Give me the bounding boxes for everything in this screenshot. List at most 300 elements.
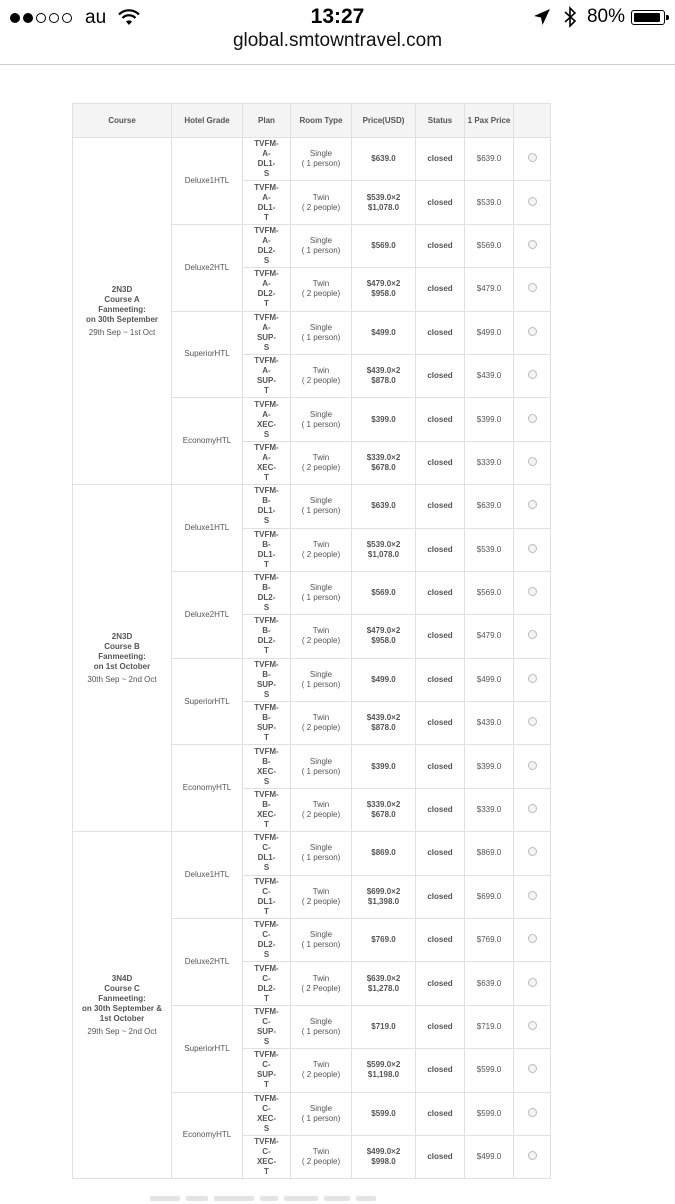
price-line: $339.0×2 [366,800,401,810]
price-cell [352,268,416,311]
course-title-line: on 1st October [93,661,151,671]
course-dates: 29th Sep ~ 2nd Oct [87,1026,157,1036]
plan-code-segment: S [263,776,270,786]
table-header-row [73,104,551,138]
pax-price-cell: $499.0 [465,658,514,701]
price-cell [352,1135,416,1178]
plan-code-segment: A- [262,235,271,245]
course-cell [73,832,172,1179]
price-line: $569.0 [371,240,396,250]
plan-radio-button[interactable] [528,804,537,813]
price-cell [352,1092,416,1135]
price-line: $479.0×2 [366,279,401,289]
plan-code-segment: T [264,906,269,916]
plan-radio-button[interactable] [528,1151,537,1160]
pax-price-cell: $439.0 [465,354,514,397]
pax-price-cell: $599.0 [465,1092,514,1135]
plan-radio-button[interactable] [528,283,537,292]
room-type-cell [291,788,352,831]
plan-cell [243,138,291,181]
plan-code-segment: C- [262,1017,271,1026]
price-line: $499.0×2 [366,1147,401,1157]
plan-code-segment: S [263,950,270,960]
plan-code-segment: TVFM- [254,1007,279,1016]
price-cell [352,1049,416,1092]
select-cell [514,441,551,484]
plan-code-segment: DL2- [257,245,276,255]
room-type-cell [291,1135,352,1178]
plan-code-segment: DL2- [257,593,276,603]
room-occupancy: ( 2 people) [301,636,341,646]
course-title-line: Fanmeeting: [98,993,146,1003]
plan-code-segment: T [264,212,269,222]
price-cell [352,528,416,571]
plan-radio-button[interactable] [528,500,537,509]
room-type: Single [309,583,333,593]
plan-radio-button[interactable] [528,370,537,379]
plan-code-segment: XEC- [256,810,277,820]
plan-code-segment: TVFM- [254,269,279,279]
room-type-cell [291,485,352,528]
plan-code-segment: C- [262,1147,271,1157]
price-line: $678.0 [371,810,396,820]
room-type-cell [291,702,352,745]
room-occupancy: ( 1 person) [301,766,341,776]
room-occupancy: ( 2 people) [301,810,341,820]
plan-code-segment: T [264,993,269,1003]
address-bar-divider [0,64,675,65]
plan-cell [243,1092,291,1135]
hotel-grade-cell: Deluxe1HTL [172,138,243,225]
header-plan: Plan [243,104,291,138]
price-line: $539.0×2 [366,539,401,549]
battery-nub [666,15,669,20]
select-cell [514,571,551,614]
plan-code-segment: S [263,1123,270,1133]
price-cell [352,441,416,484]
plan-cell [243,224,291,267]
price-line: $1,398.0 [367,896,400,906]
room-occupancy: ( 2 people) [301,896,341,906]
plan-code-segment: C- [262,930,271,940]
course-title-line: Fanmeeting: [98,304,146,314]
header-price: Price(USD) [352,104,416,138]
hotel-grade-cell: EconomyHTL [172,398,243,485]
select-cell [514,485,551,528]
price-line: $439.0×2 [366,366,401,376]
room-type: Single [309,930,333,940]
plan-code-segment: DL1- [257,896,276,906]
plan-code-segment: A- [262,322,271,332]
plan-code-segment: S [263,516,270,526]
header-room-type: Room Type [291,104,352,138]
plan-cell [243,832,291,875]
price-line: $958.0 [371,289,396,299]
status-cell: closed [416,485,465,528]
pax-price-cell: $769.0 [465,919,514,962]
price-line: $339.0×2 [366,452,401,462]
room-type: Twin [312,886,330,896]
plan-cell [243,354,291,397]
plan-code-segment: TVFM- [254,225,279,235]
plan-cell [243,788,291,831]
plan-radio-button[interactable] [528,544,537,553]
plan-code-segment: DL2- [257,289,276,299]
room-occupancy: ( 1 person) [301,679,341,689]
course-cell [73,485,172,832]
price-line: $639.0 [371,501,396,511]
price-cell [352,875,416,918]
status-cell: closed [416,702,465,745]
plan-code-segment: XEC- [256,462,277,472]
select-cell [514,268,551,311]
room-occupancy: ( 2 people) [301,723,341,733]
plan-radio-button[interactable] [528,327,537,336]
plan-code-segment: DL2- [257,940,276,950]
course-title-line: 2N3D [111,284,133,294]
plan-radio-button[interactable] [528,240,537,249]
price-line: $869.0 [371,848,396,858]
room-type: Twin [312,452,330,462]
plan-code-segment: TVFM- [254,182,279,192]
plan-code-segment: T [264,559,269,569]
room-type: Single [309,756,333,766]
select-cell [514,919,551,962]
plan-code-segment: XEC- [256,766,277,776]
plan-code-segment: A- [262,279,271,289]
room-occupancy: ( 2 People) [301,983,341,993]
select-cell [514,1135,551,1178]
plan-cell [243,875,291,918]
status-cell: closed [416,832,465,875]
hotel-grade-cell: Deluxe1HTL [172,485,243,572]
price-line: $569.0 [371,588,396,598]
hotel-grade-cell: Deluxe2HTL [172,224,243,311]
room-type: Twin [312,539,330,549]
room-type-cell [291,615,352,658]
room-type-cell [291,1049,352,1092]
plan-code-segment: SUP- [256,723,277,733]
status-cell: closed [416,615,465,658]
status-cell: closed [416,788,465,831]
course-title-line: on 30th September & [81,1003,162,1013]
status-cell: closed [416,398,465,441]
hotel-grade-cell: Deluxe2HTL [172,571,243,658]
plan-code-segment: TVFM- [254,399,279,409]
pax-price-cell: $599.0 [465,1049,514,1092]
plan-code-segment: TVFM- [254,573,279,583]
plan-code-segment: DL1- [257,159,276,169]
room-type-cell [291,181,352,224]
hotel-grade-cell: Deluxe2HTL [172,919,243,1006]
price-line: $599.0×2 [366,1060,401,1070]
room-occupancy: ( 1 person) [301,1027,341,1036]
status-cell: closed [416,181,465,224]
plan-radio-button[interactable] [528,197,537,206]
pax-price-cell: $639.0 [465,485,514,528]
room-occupancy: ( 2 people) [301,202,341,212]
select-cell [514,354,551,397]
pax-price-cell: $439.0 [465,702,514,745]
select-cell [514,962,551,1005]
plan-code-segment: TVFM- [254,659,279,669]
room-type: Single [309,1103,333,1113]
plan-radio-button[interactable] [528,587,537,596]
plan-code-segment: C- [262,1060,271,1070]
room-type: Twin [312,1060,330,1070]
room-type-cell [291,224,352,267]
price-line: $639.0 [371,154,396,164]
plan-radio-button[interactable] [528,891,537,900]
room-type-cell [291,962,352,1005]
header-course: Course [73,104,172,138]
room-type: Twin [312,973,330,983]
plan-code-segment: DL1- [257,549,276,559]
price-cell [352,138,416,181]
price-cell [352,181,416,224]
header-select [514,104,551,138]
plan-code-segment: T [264,733,269,743]
course-table [72,103,551,1179]
room-occupancy: ( 2 people) [301,1157,341,1167]
room-type-cell [291,1092,352,1135]
plan-code-segment: TVFM- [254,616,279,626]
status-cell: closed [416,1092,465,1135]
plan-code-segment: T [264,386,269,396]
price-line: $499.0 [371,327,396,337]
plan-code-segment: TVFM- [254,920,279,930]
plan-radio-button[interactable] [528,934,537,943]
plan-code-segment: A- [262,452,271,462]
plan-code-segment: T [264,1080,269,1090]
status-cell: closed [416,528,465,571]
pax-price-cell: $339.0 [465,441,514,484]
plan-code-segment: C- [262,973,271,983]
plan-code-segment: B- [262,496,271,506]
plan-code-segment: XEC- [256,1113,277,1123]
course-title-line: Fanmeeting: [98,651,146,661]
plan-code-segment: TVFM- [254,486,279,496]
plan-code-segment: C- [262,1103,271,1113]
hotel-grade-cell: SuperiorHTL [172,311,243,398]
select-cell [514,745,551,788]
table-row [73,138,551,181]
plan-code-segment: S [263,342,270,352]
plan-radio-button[interactable] [528,1021,537,1030]
table-row [73,485,551,528]
room-type: Single [309,409,333,419]
plan-code-segment: TVFM- [254,442,279,452]
plan-code-segment: T [264,646,269,656]
status-bar [0,0,675,32]
course-title-line: Course B [104,641,140,651]
plan-code-segment: TVFM- [254,312,279,322]
select-cell [514,875,551,918]
status-cell: closed [416,268,465,311]
plan-code-segment: TVFM- [254,1093,279,1103]
plan-radio-button[interactable] [528,414,537,423]
plan-code-segment: A- [262,149,271,159]
plan-code-segment: S [263,689,270,699]
price-line: $1,078.0 [367,202,400,212]
room-type: Twin [312,626,330,636]
plan-code-segment: T [264,472,269,482]
price-line: $1,198.0 [367,1070,400,1080]
price-line: $479.0×2 [366,626,401,636]
select-cell [514,181,551,224]
plan-radio-button[interactable] [528,674,537,683]
plan-radio-button[interactable] [528,717,537,726]
price-line: $998.0 [371,1157,396,1167]
room-type: Twin [312,713,330,723]
plan-code-segment: DL2- [257,636,276,646]
plan-code-segment: SUP- [256,332,277,342]
plan-radio-button[interactable] [528,847,537,856]
room-type-cell [291,658,352,701]
room-type: Single [309,1017,333,1026]
pax-price-cell: $479.0 [465,268,514,311]
room-type-cell [291,832,352,875]
price-cell [352,658,416,701]
room-type: Twin [312,366,330,376]
plan-code-segment: TVFM- [254,529,279,539]
plan-code-segment: TVFM- [254,833,279,843]
course-dates: 29th Sep ~ 1st Oct [88,327,156,337]
room-occupancy: ( 2 people) [301,549,341,559]
pax-price-cell: $569.0 [465,224,514,267]
pax-price-cell: $569.0 [465,571,514,614]
pax-price-cell: $399.0 [465,745,514,788]
plan-code-segment: C- [262,843,271,853]
plan-radio-button[interactable] [528,761,537,770]
plan-radio-button[interactable] [528,457,537,466]
course-cell [73,138,172,485]
room-type-cell [291,875,352,918]
pax-price-cell: $869.0 [465,832,514,875]
status-cell: closed [416,658,465,701]
plan-code-segment: S [263,863,270,873]
select-cell [514,788,551,831]
room-type: Twin [312,1147,330,1157]
price-line: $1,278.0 [367,983,400,993]
plan-cell [243,919,291,962]
pax-price-cell: $539.0 [465,528,514,571]
room-type-cell [291,138,352,181]
plan-code-segment: SUP- [256,1070,277,1080]
plan-cell [243,181,291,224]
room-occupancy: ( 1 person) [301,940,341,950]
select-cell [514,398,551,441]
select-cell [514,138,551,181]
status-cell: closed [416,875,465,918]
header-hotel-grade: Hotel Grade [172,104,243,138]
plan-code-segment: S [263,169,270,179]
room-type: Single [309,843,333,853]
plan-radio-button[interactable] [528,630,537,639]
status-cell: closed [416,138,465,181]
price-line: $599.0 [371,1108,396,1118]
plan-code-segment: B- [262,756,271,766]
carrier-name: au [85,7,107,28]
plan-code-segment: C- [262,886,271,896]
room-occupancy: ( 2 people) [301,376,341,386]
room-type: Single [309,235,333,245]
plan-code-segment: T [264,820,269,830]
plan-code-segment: B- [262,713,271,723]
room-type: Twin [312,192,330,202]
room-type-cell [291,311,352,354]
room-occupancy: ( 1 person) [301,853,341,863]
plan-radio-button[interactable] [528,1108,537,1117]
room-occupancy: ( 1 person) [301,506,341,516]
plan-radio-button[interactable] [528,153,537,162]
select-cell [514,1005,551,1048]
room-occupancy: ( 1 person) [301,332,341,342]
plan-code-segment: B- [262,626,271,636]
room-occupancy: ( 1 person) [301,593,341,603]
plan-cell [243,615,291,658]
plan-code-segment: TVFM- [254,790,279,800]
plan-cell [243,528,291,571]
url-text[interactable]: global.smtowntravel.com [232,30,443,51]
plan-radio-button[interactable] [528,978,537,987]
room-type-cell [291,398,352,441]
plan-code-segment: TVFM- [254,703,279,713]
plan-code-segment: S [263,603,270,613]
plan-cell [243,702,291,745]
room-type: Twin [312,800,330,810]
room-type-cell [291,268,352,311]
status-cell: closed [416,745,465,788]
course-title-line: 1st October [99,1013,145,1023]
plan-code-segment: XEC- [256,419,277,429]
header-pax-price: 1 Pax Price [465,104,514,138]
plan-cell [243,398,291,441]
plan-code-segment: SUP- [256,376,277,386]
price-line: $639.0×2 [366,973,401,983]
room-type: Single [309,496,333,506]
plan-cell [243,571,291,614]
hotel-grade-cell: SuperiorHTL [172,658,243,745]
status-cell: closed [416,311,465,354]
room-type: Single [309,149,333,159]
status-cell: closed [416,1135,465,1178]
plan-code-segment: SUP- [256,679,277,689]
address-bar[interactable] [0,30,675,64]
status-cell: closed [416,1049,465,1092]
room-type-cell [291,571,352,614]
pax-price-cell: $499.0 [465,1135,514,1178]
plan-cell [243,441,291,484]
plan-code-segment: TVFM- [254,356,279,366]
room-type: Single [309,669,333,679]
price-cell [352,311,416,354]
plan-cell [243,311,291,354]
room-occupancy: ( 1 person) [301,245,341,255]
course-title-line: 2N3D [111,631,133,641]
plan-code-segment: DL2- [257,983,276,993]
battery-icon [631,10,665,25]
plan-code-segment: T [264,299,269,309]
price-cell [352,1005,416,1048]
room-type-cell [291,528,352,571]
price-line: $499.0 [371,674,396,684]
plan-radio-button[interactable] [528,1064,537,1073]
pax-price-cell: $399.0 [465,398,514,441]
plan-code-segment: DL1- [257,202,276,212]
price-cell [352,354,416,397]
plan-cell [243,1135,291,1178]
